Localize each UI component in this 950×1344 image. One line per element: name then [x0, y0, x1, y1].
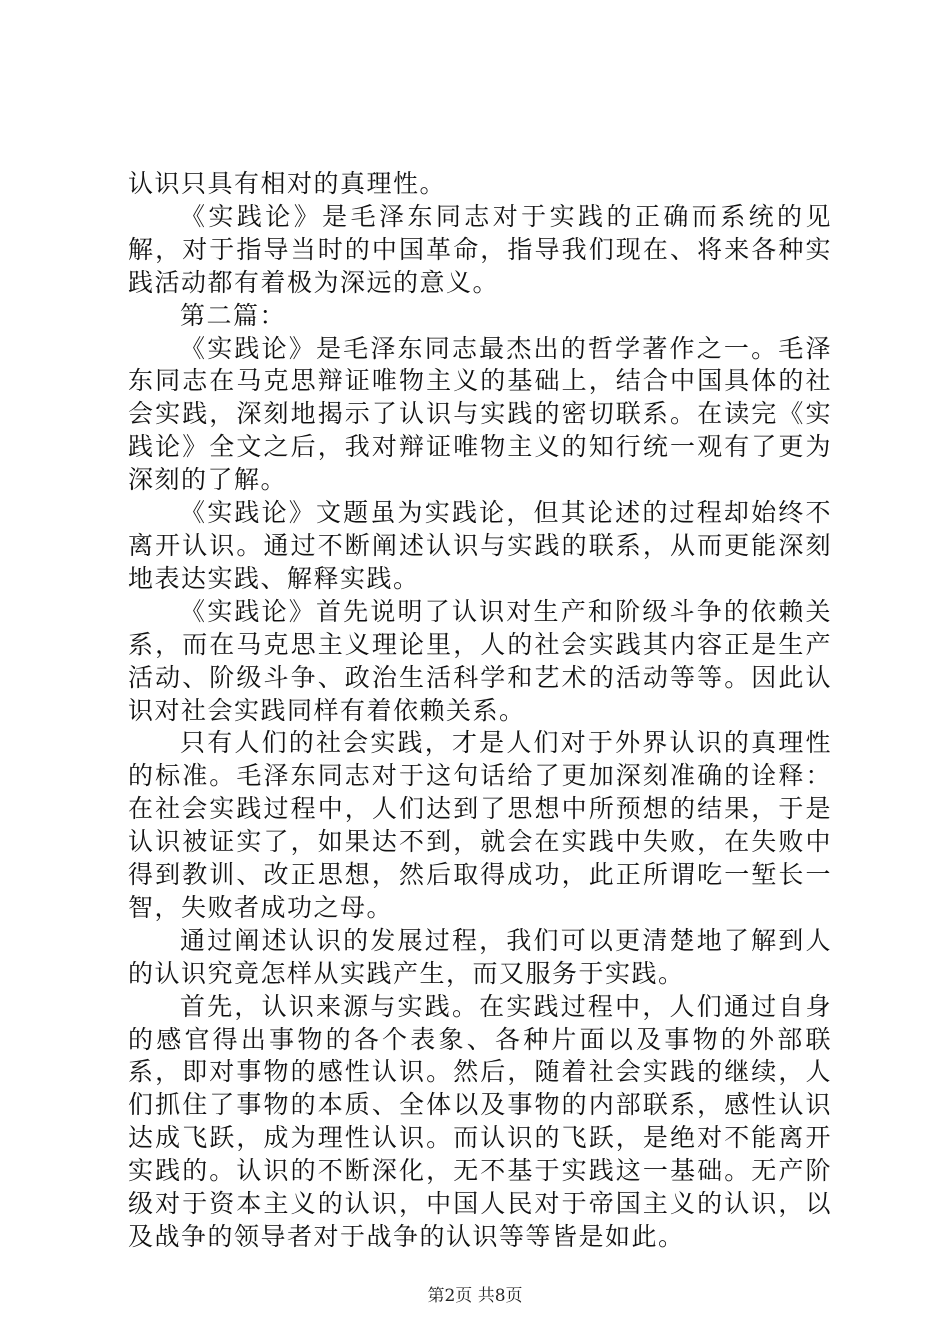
- paragraph: 《实践论》是毛泽东同志对于实践的正确而系统的见解，对于指导当时的中国革命，指导我们现在、将来各种实践活动都有着极为深远的意义。: [128, 201, 832, 297]
- paragraph-continuation: 认识只具有相对的真理性。: [128, 169, 447, 198]
- paragraph: 《实践论》首先说明了认识对生产和阶级斗争的依赖关系，而在马克思主义理论里，人的社会实践其内容正是生产活动、阶级斗争、政治生活科学和艺术的活动等等。因此认识对社会实践同样有着依赖关系。: [128, 596, 832, 725]
- document-body: [128, 168, 832, 1254]
- paragraph: 通过阐述认识的发展过程，我们可以更清楚地了解到人的认识究竟怎样从实践产生，而又服务于实践。: [128, 925, 832, 988]
- paragraph: 《实践论》文题虽为实践论，但其论述的过程却始终不离开认识。通过不断阐述认识与实践的联系，从而更能深刻地表达实践、解释实践。: [128, 498, 832, 593]
- paragraph: 首先，认识来源与实践。在实践过程中，人们通过自身的感官得出事物的各个表象、各种片面以及事物的外部联系，即对事物的感性认识。然后，随着社会实践的继续，人们抓住了事物的本质、全体以及事物的内部联系，感性认识达成飞跃，成为理性认识。而认识的飞跃，是绝对不能离开实践的。认识的不断深化，无不基于实践这一基础。无产阶级对于资本主义的认识，中国人民对于帝国主义的认识，以及战争的领导者对于战争的认识等等皆是如此。: [128, 991, 832, 1251]
- page-footer: 第2页 共8页: [427, 1286, 523, 1306]
- section-heading: 第二篇：: [180, 300, 287, 330]
- paragraph: 只有人们的社会实践，才是人们对于外界认识的真理性的标准。毛泽东同志对于这句话给了更加深刻准确的诠释：在社会实践过程中，人们达到了思想中所预想的结果，于是认识被证实了，如果达不到，就会在实践中失败，在失败中得到教训、改正思想，然后取得成功，此正所谓吃一堑长一智，失败者成功之母。: [128, 728, 832, 922]
- paragraph: 《实践论》是毛泽东同志最杰出的哲学著作之一。毛泽东同志在马克思辩证唯物主义的基础上，结合中国具体的社会实践，深刻地揭示了认识与实践的密切联系。在读完《实践论》全文之后，我对辩证唯物主义的知行统一观有了更为深刻的了解。: [128, 333, 832, 495]
